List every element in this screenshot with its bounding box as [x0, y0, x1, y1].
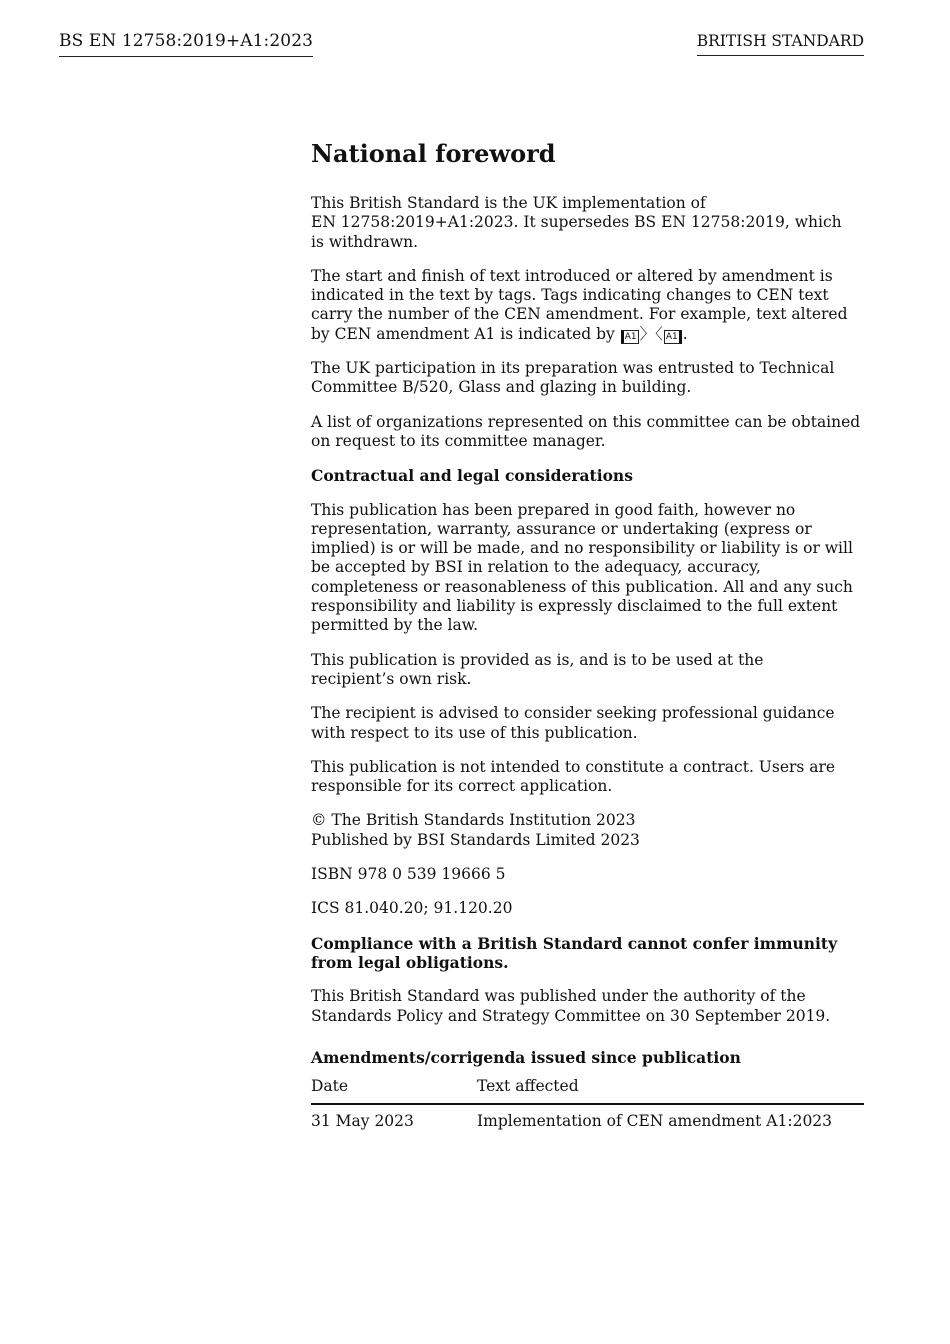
- amendment-tags-text: The start and finish of text introduced or altered by amendment is indicated in the text by tags. Tags indicating changes to CEN text carry the number of the CEN amendment. For example, text altered by CEN amendment A1 is indicated by: [311, 266, 848, 343]
- organizations-paragraph: A list of organizations represented on this committee can be obtained on request to its committee manager.: [311, 412, 861, 450]
- amendment-tags-paragraph: The start and finish of text introduced or altered by amendment is indicated in the text by tags. Tags indicating changes to CEN text carry the number of the CEN amendment. For example, text altered by CEN amendment A1 is indicated by A1 〉〈 A1 .: [311, 266, 848, 343]
- implementation-line-3: is withdrawn.: [311, 232, 419, 251]
- as-is-line-2: recipient’s own risk.: [311, 669, 472, 688]
- guidance-paragraph: The recipient is advised to consider seeking professional guidance with respect to its use of this publication.: [311, 704, 835, 742]
- as-is-line-1: This publication is provided as is, and is to be used at the: [311, 650, 764, 669]
- committee-paragraph: The UK participation in its preparation was entrusted to Technical Committee B/520, Glass and glazing in building.: [311, 359, 835, 397]
- amendment-text-affected: Implementation of CEN amendment A1:2023: [477, 1112, 833, 1131]
- table-row: [311, 1104, 864, 1130]
- foreword-content: [311, 140, 866, 1130]
- authority-line-1: This British Standard was published under the authority of the: [311, 987, 806, 1006]
- contract-paragraph: This publication is not intended to constitute a contract. Users are responsible for its correct application.: [311, 757, 836, 796]
- as-is-paragraph: [311, 651, 866, 690]
- header-doc-id: BS EN 12758:2019+A1:2023: [59, 31, 313, 57]
- amendment-close-tag-icon: A1: [664, 330, 682, 344]
- ics-codes: ICS 81.040.20; 91.120.20: [311, 899, 513, 918]
- amendments-header-row: [311, 1077, 864, 1104]
- amendments-heading: Amendments/corrigenda issued since publication: [311, 1047, 741, 1067]
- text-affected-column-header: Text affected: [477, 1077, 864, 1104]
- amendment-date: 31 May 2023: [311, 1112, 414, 1131]
- disclaimer-paragraph: This publication has been prepared in good faith, however no representation, warranty, assurance or undertaking (express or implied) is or will be made, and no responsibility or liability is or will be accepted by BSI in relation to the adequacy, accuracy, completeness or reasonableness of this publication. All and any such responsibility and liability is expressly disclaimed to the full extent permitted by the law.: [311, 500, 853, 635]
- page-title: National foreword: [311, 139, 556, 168]
- amendment-tags-end: .: [682, 324, 688, 343]
- implementation-line-2: EN 12758:2019+A1:2023. It supersedes BS EN 12758:2019, which: [311, 213, 842, 232]
- isbn: ISBN 978 0 539 19666 5: [311, 865, 506, 884]
- amendments-table: [311, 1077, 864, 1130]
- authority-paragraph: [311, 987, 866, 1026]
- contractual-heading: Contractual and legal considerations: [311, 466, 633, 486]
- authority-line-2: Standards Policy and Strategy Committee on 30 September 2019.: [311, 1006, 831, 1025]
- publisher-line: Published by BSI Standards Limited 2023: [311, 830, 640, 849]
- copyright-line: © The British Standards Institution 2023: [311, 811, 636, 830]
- compliance-statement: Compliance with a British Standard cannot confer immunity from legal obligations.: [311, 933, 838, 972]
- header-doc-type: BRITISH STANDARD: [697, 32, 864, 56]
- date-column-header: Date: [311, 1077, 477, 1104]
- implementation-paragraph: [311, 194, 866, 252]
- copyright-block: [311, 811, 866, 850]
- amendment-open-tag-icon: A1: [621, 330, 639, 344]
- implementation-line-1: This British Standard is the UK implementation of: [311, 194, 706, 212]
